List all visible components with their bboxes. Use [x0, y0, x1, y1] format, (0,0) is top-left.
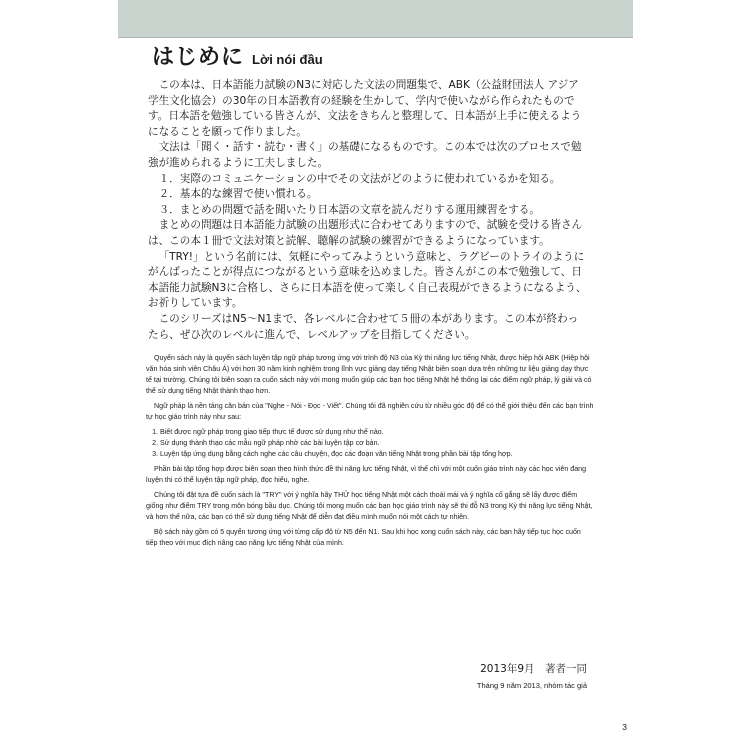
japanese-text [148, 78, 588, 343]
vi-list-item: 3. Luyện tập ứng dụng bằng cách nghe các câu chuyện, đọc các đoạn văn tiếng Nhật trong phần bài tập tổng hợp. [160, 449, 594, 460]
vi-paragraph: Quyển sách này là quyển sách luyện tập ngữ pháp tương ứng với trình độ N3 của Kỳ thi năng lực tiếng Nhật, được hiệp hội ABK (Hiệp hội văn hóa sinh viên Châu Á) với hơn 30 năm kinh nghiệm trong lĩnh vực giảng dạy tiếng Nhật biên soạn dựa trên những tư liệu giảng dạy thực tế tại trường. Chúng tôi biên soạn ra cuốn sách này với mong muốn giúp các bạn học tiếng Nhật hệ thống lại các điểm ngữ pháp, lý giải và có thể sử dụng tiếng Nhật thành thạo hơn. [146, 354, 592, 395]
page-heading [152, 40, 323, 71]
signature-jp: 2013年9月 著者一同 [480, 663, 587, 675]
jp-paragraph: この本は、日本語能力試験のN3に対応した文法の問題集で、ABK（公益財団法人 アジア学生文化協会）の30年の日本語教育の経験を生かして、学内で使いながら作られたものです。日本語を勉強している皆さんが、文法をきちんと整理して、日本語が上手に使えるようになることを願って作りました。 [148, 79, 582, 138]
jp-paragraph: このシリーズはN5〜N1まで、各レベルに合わせて５冊の本があります。この本が終わったら、ぜひ次のレベルに進んで、レベルアップを目指してください。 [148, 312, 579, 341]
heading-vi: Lời nói đầu [252, 52, 323, 67]
vi-list [146, 427, 594, 460]
jp-paragraph: まとめの問題は日本語能力試験の出題形式に合わせてありますので、試験を受ける皆さんは、この本１冊で文法対策と読解、聴解の試験の練習ができるようになっています。 [148, 219, 583, 247]
signature [477, 661, 587, 690]
jp-paragraph: 「TRY!」という名前には、気軽にやってみようという意味と、ラグビーのトライのようにがんばったことが得点につながるという意味を込めました。皆さんがこの本で勉強して、日本語能力試験N3に合格し、さらに日本語を使って楽しく自己表現ができるようになるよう、お祈りしています。 [148, 250, 587, 310]
jp-list [148, 172, 588, 219]
vi-paragraph: Chúng tôi đặt tựa đề cuốn sách là "TRY" với ý nghĩa hãy THỬ học tiếng Nhật một cách thoải mái và ý nghĩa cố gắng sẽ lấy được điểm giống như điểm TRY trong môn bóng bầu dục. Chúng tôi mong muốn các bạn học giáo trình này sẽ thi đỗ N3 trong Kỳ thi năng lực tiếng Nhật, và hơn thế nữa, các bạn có thể sử dụng tiếng Nhật để diễn đạt điều mình muốn nói một cách tự nhiên. [146, 491, 593, 521]
vi-list-item: 2. Sử dụng thành thạo các mẫu ngữ pháp nhờ các bài luyện tập cơ bản. [160, 438, 594, 449]
header-band [118, 0, 633, 38]
vi-paragraph: Bộ sách này gồm có 5 quyển tương ứng với từng cấp độ từ N5 đến N1. Sau khi học xong cuốn sách này, các bạn hãy tiếp tục học cuốn tiếp theo với mục đích nâng cao năng lực tiếng Nhật của mình. [146, 528, 581, 547]
page-number: 3 [622, 722, 627, 732]
jp-list-item: １．実際のコミュニケーションの中でその文法がどのように使われているかを知る。 [158, 172, 561, 185]
vietnamese-text [146, 353, 594, 553]
book-page [118, 0, 633, 750]
jp-list-item: ２．基本的な練習で使い慣れる。 [158, 188, 318, 201]
jp-list-item: ３．まとめの問題で話を聞いたり日本語の文章を読んだりする運用練習をする。 [158, 203, 540, 216]
heading-jp: はじめに [152, 45, 245, 70]
vi-list-item: 1. Biết được ngữ pháp trong giao tiếp thực tế được sử dụng như thế nào. [160, 427, 594, 438]
jp-paragraph: 文法は「聞く・話す・読む・書く」の基礎になるものです。この本では次のプロセスで勉強が進められるように工夫しました。 [148, 141, 582, 169]
vi-paragraph: Ngữ pháp là nền tảng căn bản của "Nghe - Nói - Đọc - Viết". Chúng tôi đã nghiên cứu từ nhiều góc độ để có thể giới thiệu đến các bạn trình tự học giáo trình này như sau: [146, 402, 594, 421]
signature-vi: Tháng 9 năm 2013, nhóm tác giả [476, 681, 587, 690]
vi-paragraph: Phần bài tập tổng hợp được biên soạn theo hình thức đề thi năng lực tiếng Nhật, vì thế chỉ với một cuốn giáo trình này các học viên đang luyện thi có thể luyện tập ngữ pháp, đọc hiểu, nghe. [146, 465, 587, 484]
